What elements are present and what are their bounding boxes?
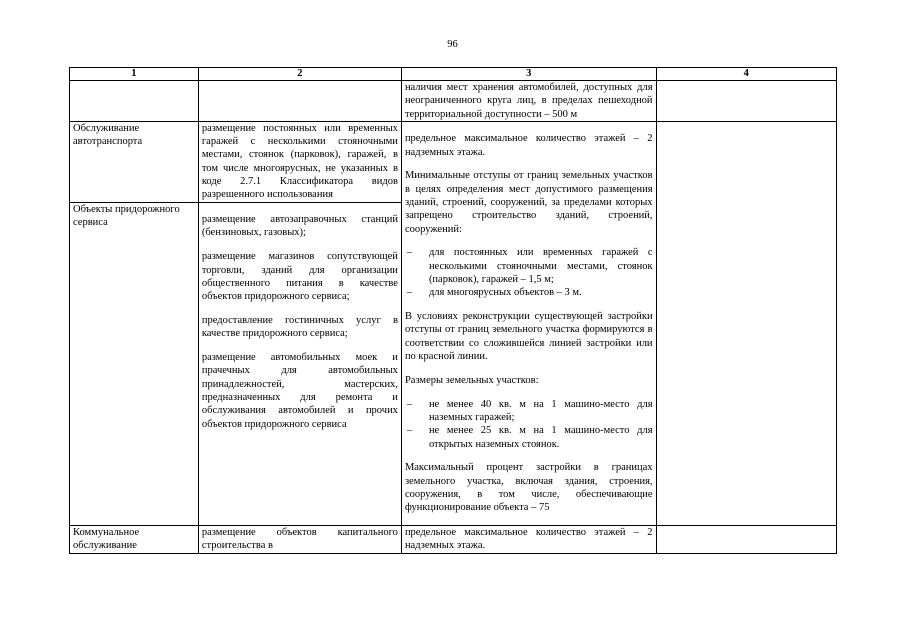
cell-use-description <box>198 81 401 122</box>
cell-parameters <box>401 121 656 525</box>
cell-use-description <box>198 202 401 525</box>
cell-use-name: Объекты придорожного сервиса <box>70 202 199 525</box>
dash-item-text: для постоянных или временных гаражей с несколькими стояночными местами, стоянок (парковок), гаражей – 1,5 м; <box>428 247 653 286</box>
dash-list-item <box>405 424 653 451</box>
table-row <box>70 121 837 202</box>
dash-item-text: не менее 25 кв. м на 1 машино-место для открытых наземных стоянок. <box>428 425 653 450</box>
header-cell-2: 2 <box>198 68 401 81</box>
cell-notes <box>656 526 836 554</box>
cell-use-name: Обслуживание автотранспорта <box>70 121 199 202</box>
cell-notes <box>656 121 836 525</box>
parameter-paragraph: В условиях реконструкции существующей застройки отступы от границ земельного участка формируются в соответствии со сложившейся линией застройки или по красной линии. <box>404 311 653 363</box>
parameter-paragraph: Максимальный процент застройки в границах земельного участка, включая здания, строения, сооружения, в том числе, обеспечивающие функционирование объекта – 75 <box>404 462 653 514</box>
description-item: предоставление гостиничных услуг в качестве придорожного сервиса; <box>201 314 398 340</box>
header-cell-3: 3 <box>401 68 656 81</box>
parameter-paragraph: Минимальные отступы от границ земельных участков в целях определения мест допустимого размещения зданий, строений, сооружений, за пределами которых запрещено строительство зданий, строений, сооружений: <box>404 170 653 235</box>
dash-marker: – <box>406 287 413 299</box>
dash-list-item <box>405 398 653 425</box>
table-header-row <box>70 68 837 81</box>
header-cell-1: 1 <box>70 68 199 81</box>
dash-marker: – <box>406 425 413 437</box>
description-item: размещение автомобильных моек и прачечных для автомобильных принадлежностей, мастерских, предназначенных для ремонта и обслуживания автомобилей и прочих объектов придорожного сервиса <box>201 352 398 430</box>
cell-parameters: наличия мест хранения автомобилей, доступных для неограниченного круга лиц, в пределах пешеходной территориальной доступности – 500 м <box>401 81 656 122</box>
dash-marker: – <box>406 247 413 259</box>
parameter-paragraph: предельное максимальное количество этажей – 2 надземных этажа. <box>404 133 653 158</box>
cell-notes <box>656 81 836 122</box>
regulations-table <box>69 67 837 554</box>
dash-list-item <box>405 286 653 299</box>
table-row <box>70 526 837 554</box>
cell-parameters: предельное максимальное количество этажей – 2 надземных этажа. <box>401 526 656 554</box>
description-item: размещение магазинов сопутствующей торговли, зданий для организации общественного питания в качестве объектов придорожного сервиса; <box>201 251 398 303</box>
header-cell-4: 4 <box>656 68 836 81</box>
dash-item-text: не менее 40 кв. м на 1 машино-место для наземных гаражей; <box>428 398 653 423</box>
dash-marker: – <box>406 398 413 410</box>
dash-list-item <box>405 246 653 286</box>
cell-use-name: Коммунальное обслуживание <box>70 526 199 554</box>
description-item: размещение автозаправочных станций (бензиновых, газовых); <box>201 214 398 239</box>
parameter-paragraph: Размеры земельных участков: <box>404 374 539 386</box>
cell-use-description: размещение постоянных или временных гаражей с несколькими стояночными местами, стоянок (парковок), гаражей, в том числе многоярусных, не указанных в коде 2.7.1 Классификатора видов разрешенного использования <box>198 121 401 202</box>
page-number: 96 <box>447 39 458 50</box>
table-row <box>70 81 837 122</box>
cell-use-description: размещение объектов капитального строительства в <box>198 526 401 554</box>
dash-item-text: для многоярусных объектов – 3 м. <box>428 287 582 299</box>
cell-use-name <box>70 81 199 122</box>
